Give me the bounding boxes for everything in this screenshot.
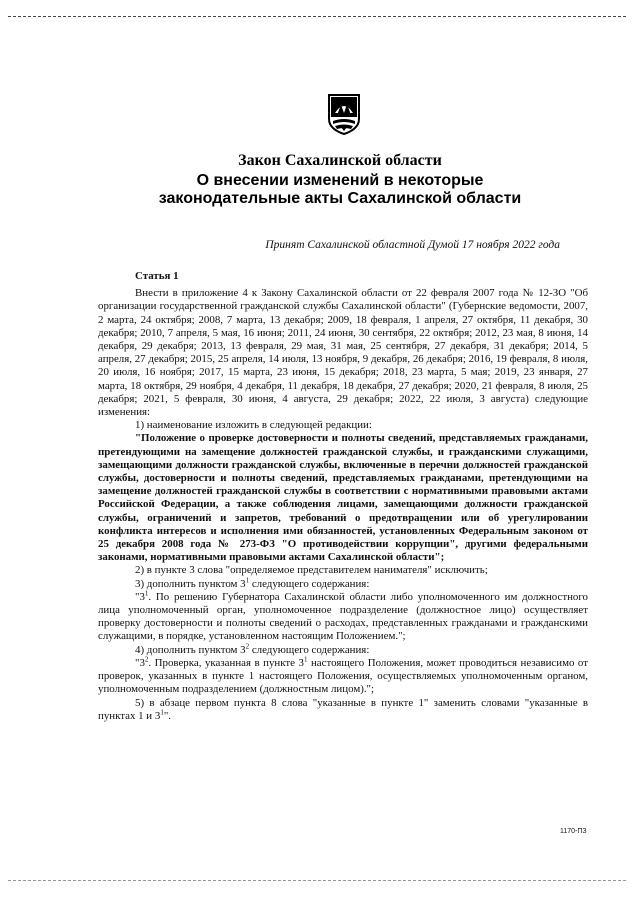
document-code: 1170-ПЗ	[560, 828, 587, 835]
law-title-line1: Закон Сахалинской области	[238, 152, 442, 169]
new-title-quote: "Положение о проверке достоверности и полноты сведений, представляемых гражданами, претендующими на замещение должностей гражданской службы, и гражданскими служащими, замещающими должности гражданской службы, включенные в перечни должностей гражданской службы, достоверности и полноты сведений, представляемых гражданами, претендующими на замещение должностей гражданской службы в соответствии с нормативными правовыми актами Российской Федерации, а также соблюдения лицами, замещающими должности гражданской службы, ограничений и запретов, требований о предотвращении или об урегулировании конфликта интересов и исполнения ими обязанностей, установленных Федеральным законом от 25 декабря 2008 года № 273-ФЗ "О противодействии коррупции", другими федеральными законами, нормативными правовыми актами Сахалинской области";	[98, 432, 588, 564]
item-4-quote: "$3^2$. Проверка, указанная в пункте $3^1$ настоящего Положения, может проводиться независимо от проверок, указанных в пункте 1 настоящего Положения, осуществляемых уполномоченным органом, уполномоченным подразделением (должностным лицом).";	[98, 655, 588, 696]
item-3: 3) дополнить пунктом $3^1$ следующего содержания:	[135, 576, 370, 590]
adoption-note: Принят Сахалинской областной Думой 17 ноября 2022 года	[265, 239, 560, 251]
item-5: 5) в абзаце первом пункта 8 слова "указанные в пункте 1" заменить словами "указанные в пунктах 1 и $3^1$".	[98, 696, 588, 722]
law-title-line2: О внесении изменений в некоторые	[196, 172, 484, 189]
scan-edge-top	[8, 16, 626, 17]
scan-edge-bottom	[8, 880, 626, 881]
item-1: 1) наименование изложить в следующей редакции:	[135, 419, 372, 432]
item-2: 2) в пункте 3 слова "определяемое представителем нанимателя" исключить;	[135, 564, 488, 577]
article-body	[98, 270, 588, 723]
article-intro: Внести в приложение 4 к Закону Сахалинской области от 22 февраля 2007 года № 12-ЗО "Об организации государственной гражданской службы Сахалинской области" (Губернские ведомости, 2007, 2 марта, 24 октября; 2008, 7 марта, 13 декабря; 2009, 18 февраля, 1 апреля, 27 октября, 11 декабря, 30 декабря; 2010, 7 апреля, 5 мая, 16 июня; 2011, 24 июня, 30 сентября, 22 октября; 2012, 23 мая, 8 июня, 14 декабря, 29 декабря; 2013, 13 февраля, 29 мая, 31 мая, 25 сентября, 27 декабря, 31 декабря; 2014, 5 апреля, 27 декабря; 2015, 25 апреля, 14 июля, 13 ноября, 9 декабря, 26 декабря; 2016, 19 февраля, 8 июля, 20 июля, 16 ноября; 2017, 15 марта, 23 июня, 15 декабря; 2018, 23 марта, 5 мая; 2019, 23 января, 27 марта, 18 октября, 29 ноября, 4 декабря, 11 декабря, 18 декабря, 27 декабря; 2020, 21 февраля, 8 июля, 25 декабря; 2021, 5 февраля, 30 июня, 4 августа, 29 декабря; 2022, 22 июля, 3 августа) следующие изменения:	[98, 287, 588, 419]
article-heading: Статья 1	[135, 270, 179, 282]
item-3-quote: "$3^1$. По решению Губернатора Сахалинской области либо уполномоченного им должностного лица уполномоченный орган, уполномоченное подразделение (должностное лицо) осуществляет проверку достоверности и полноты сведений о расходах, представленных гражданами и гражданскими служащими, в порядке, установленном настоящим Положением.";	[98, 589, 588, 643]
sakhalin-coat-of-arms-icon	[327, 93, 361, 135]
law-title-line3: законодательные акты Сахалинской области	[158, 190, 522, 207]
item-4: 4) дополнить пунктом $3^2$ следующего содержания:	[135, 642, 370, 656]
